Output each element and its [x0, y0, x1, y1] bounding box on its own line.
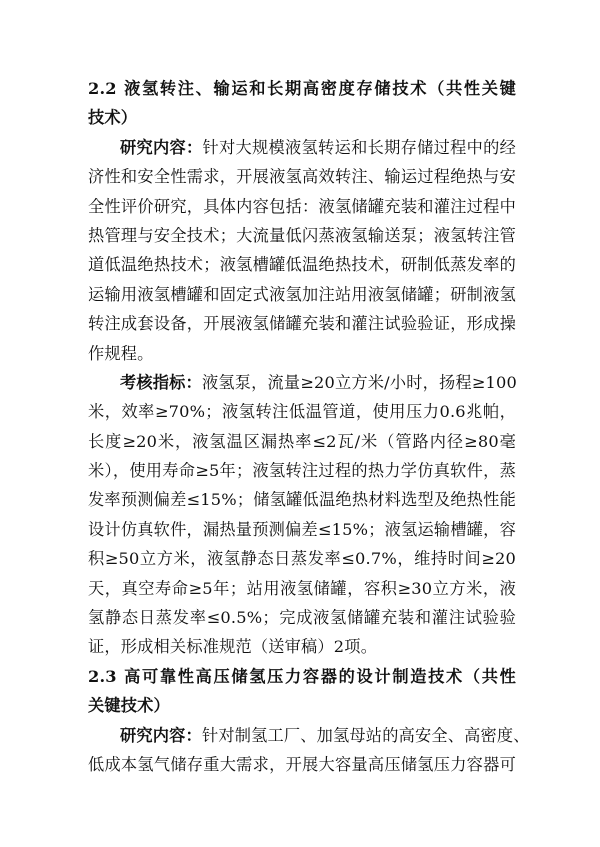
indicators-paragraph-line: 长度≥20米，液氢温区漏热率≤2瓦/米（管路内径≥80毫 — [88, 431, 516, 451]
section-heading-2-2-cont: 技术） — [88, 108, 138, 128]
section-heading-2-3: 2.3 高可靠性高压储氢压力容器的设计制造技术（共性 — [88, 666, 516, 686]
research-paragraph-line: 道低温绝热技术；液氢槽罐低温绝热技术，研制低蒸发率的 — [88, 255, 516, 275]
research-paragraph-line — [88, 133, 516, 162]
section-heading-2-3-cont: 关键技术） — [88, 696, 170, 716]
indicators-label: 考核指标： — [120, 372, 202, 392]
indicators-paragraph-line: 氢静态日蒸发率≤0.5%；完成液氢储罐充装和灌注试验验 — [88, 608, 516, 628]
research-paragraph-line: 济性和安全性需求，开展液氢高效转注、输运过程绝热与安 — [88, 167, 516, 187]
paragraph-text: 液氢泵，流量≥20立方米/小时，扬程≥100 — [201, 372, 518, 392]
indicators-paragraph-line — [88, 368, 516, 397]
section-heading-2-2: 2.2 液氢转注、输运和长期高密度存储技术（共性关键 — [88, 79, 516, 98]
indicators-paragraph-line: 设计仿真软件，漏热量预测偏差≤15%；液氢运输槽罐，容 — [88, 519, 516, 539]
indicators-paragraph-line: 天，真空寿命≥5年；站用液氢储罐，容积≥30立方米，液 — [88, 578, 516, 598]
document-page — [88, 74, 530, 779]
research-paragraph-line — [88, 721, 530, 750]
research-label: 研究内容： — [120, 137, 203, 157]
indicators-paragraph-line: 积≥50立方米，液氢静态日蒸发率≤0.7%，维持时间≥20 — [88, 549, 516, 569]
research-paragraph-line: 低成本氢气储存重大需求，开展大容量高压储氢压力容器可 — [88, 754, 516, 774]
research-label: 研究内容： — [120, 725, 202, 745]
paragraph-text: 针对大规模液氢转运和长期存储过程中的经 — [202, 137, 516, 157]
research-paragraph-line: 运输用液氢槽罐和固定式液氢加注站用液氢储罐；研制液氢 — [88, 284, 516, 304]
indicators-paragraph-line: 米，效率≥70%；液氢转注低温管道，使用压力0.6兆帕， — [88, 402, 516, 422]
research-paragraph-line: 全性评价研究，具体内容包括：液氢储罐充装和灌注过程中 — [88, 196, 516, 216]
paragraph-text: 针对制氢工厂、加氢母站的高安全、高密度、 — [201, 725, 530, 745]
indicators-paragraph-line: 证，形成相关标准规范（送审稿）2项。 — [88, 637, 378, 657]
indicators-paragraph-line: 发率预测偏差≤15%；储氢罐低温绝热材料选型及绝热性能 — [88, 490, 516, 510]
research-paragraph-line: 热管理与安全技术；大流量低闪蒸液氢输送泵；液氢转注管 — [88, 225, 516, 245]
research-paragraph-line: 转注成套设备，开展液氢储罐充装和灌注试验验证，形成操 — [88, 314, 516, 334]
research-paragraph-line: 作规程。 — [88, 343, 154, 363]
indicators-paragraph-line: 米），使用寿命≥5年；液氢转注过程的热力学仿真软件，蒸 — [88, 461, 516, 481]
